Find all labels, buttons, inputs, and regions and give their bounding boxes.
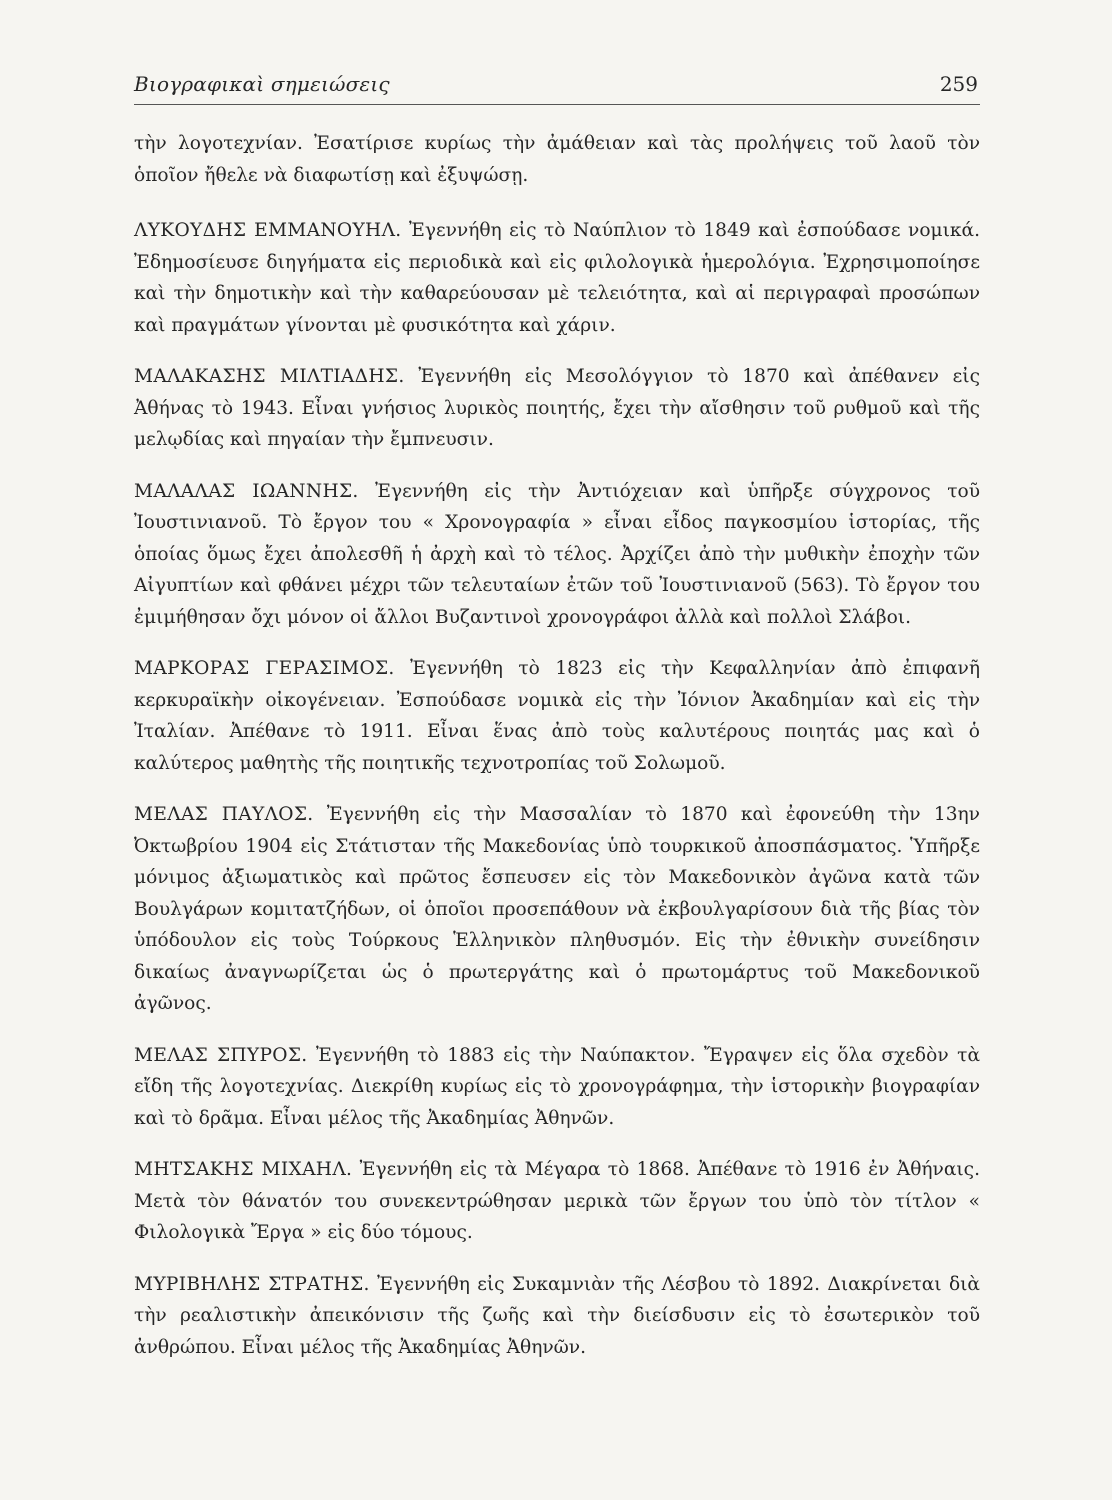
continuation-paragraph: τὴν λογοτεχνίαν. Ἐσατίρισε κυρίως τὴν ἀμάθειαν καὶ τὰς προλήψεις τοῦ λαοῦ τὸν ὁποῖον ἤθελε νὰ διαφωτίσῃ καὶ ἐξυψώσῃ. (134, 133, 980, 186)
entry-text: Ἐγεννήθη εἰς τὴν Ἀντιόχειαν καὶ ὑπῆρξε σύγχρονος τοῦ Ἰουστινιανοῦ. Τὸ ἔργον του « Χρονογραφία » εἶναι εἶδος παγκοσμίου ἱστορίας, τῆς ὁποίας ὅμως ἔχει ἀπολεσθῆ ἡ ἀρχὴ καὶ τὸ τέλος. Ἀρχίζει ἀπὸ τὴν μυθικὴν ἐποχὴν τῶν Αἰγυπτίων καὶ φθάνει μέχρι τῶν τελευταίων ἐτῶν τοῦ Ἰουστινιανοῦ (563). Τὸ ἔργον του ἐμιμήθησαν ὄχι μόνον οἱ ἄλλοι Βυζαντινοὶ χρονογράφοι ἀλλὰ καὶ πολλοὶ Σλάβοι. (134, 480, 980, 628)
running-header (134, 68, 980, 105)
entry-text: Ἐγεννήθη εἰς Μεσολόγγιον τὸ 1870 καὶ ἀπέθανεν εἰς Ἀθήνας τὸ 1943. Εἶναι γνήσιος λυρικὸς ποιητής, ἔχει τὴν αἴσθησιν τοῦ ρυθμοῦ καὶ τῆς μελῳδίας καὶ πηγαίαν τὴν ἔμπνευσιν. (134, 366, 981, 450)
entry-name: ΜΑΛΑΛΑΣ ΙΩΑΝΝΗΣ. (134, 480, 359, 502)
entry-markoras (134, 653, 980, 779)
page-number: 259 (939, 72, 978, 96)
entry-lykoudis (134, 215, 980, 341)
entry-name: ΜΕΛΑΣ ΠΑΥΛΟΣ. (134, 804, 314, 825)
entry-text: Ἐγεννήθη τὸ 1883 εἰς τὴν Ναύπακτον. Ἔγραψεν εἰς ὅλα σχεδὸν τὰ εἴδη τῆς λογοτεχνίας. Διεκρίθη κυρίως εἰς τὸ χρονογράφημα, τὴν ἱστορικὴν βιογραφίαν καὶ τὸ δρᾶμα. Εἶναι μέλος τῆς Ἀκαδημίας Ἀθηνῶν. (134, 1044, 981, 1129)
entry-text: Ἐγεννήθη εἰς τὰ Μέγαρα τὸ 1868. Ἀπέθανε τὸ 1916 ἐν Ἀθήναις. Μετὰ τὸν θάνατόν του συνεκεντρώθησαν μερικὰ τῶν ἔργων του ὑπὸ τὸν τίτλον « Φιλολογικὰ Ἔργα » εἰς δύο τόμους. (134, 1159, 981, 1243)
entry-text: Ἐγεννήθη εἰς τὸ Ναύπλιον τὸ 1849 καὶ ἐσπούδασε νομικά. Ἐδημοσίευσε διηγήματα εἰς περιοδικὰ καὶ εἰς φιλολογικὰ ἡμερολόγια. Ἐχρησιμοποίησε καὶ τὴν δημοτικὴν καὶ τὴν καθαρεύουσαν μὲ τελειότητα, καὶ αἱ περιγραφαὶ προσώπων καὶ πραγμάτων γίνονται μὲ φυσικότητα καὶ χάριν. (134, 220, 980, 336)
entry-name: ΜΥΡΙΒΗΛΗΣ ΣΤΡΑΤΗΣ. (134, 1273, 370, 1295)
entry-melas-spyros (134, 1040, 980, 1135)
entry-name: ΜΕΛΑΣ ΣΠΥΡΟΣ. (134, 1044, 308, 1066)
entry-mitsakis (134, 1154, 980, 1249)
entry-name: ΜΑΡΚΟΡΑΣ ΓΕΡΑΣΙΜΟΣ. (134, 658, 395, 679)
running-title: Βιογραφικαὶ σημειώσεις (134, 72, 390, 96)
entry-name: ΜΑΛΑΚΑΣΗΣ ΜΙΛΤΙΑΔΗΣ. (134, 366, 405, 387)
entry-name: ΛΥΚΟΥΔΗΣ ΕΜΜΑΝΟΥΗΛ. (134, 220, 402, 241)
entry-text: Ἐγεννήθη τὸ 1823 εἰς τὴν Κεφαλληνίαν ἀπὸ ἐπιφανῆ κερκυραϊκὴν οἰκογένειαν. Ἐσπούδασε νομικὰ εἰς τὴν Ἰόνιον Ἀκαδημίαν καὶ εἰς τὴν Ἰταλίαν. Ἀπέθανε τὸ 1911. Εἶναι ἕνας ἀπὸ τοὺς καλυτέρους ποιητάς μας καὶ ὁ καλύτερος μαθητὴς τῆς ποιητικῆς τεχνοτροπίας τοῦ Σολωμοῦ. (134, 658, 980, 774)
entry-melas-pavlos (134, 799, 980, 1020)
entry-malakasis (134, 361, 980, 456)
entry-name: ΜΗΤΣΑΚΗΣ ΜΙΧΑΗΛ. (134, 1159, 353, 1180)
body-text (134, 128, 980, 1383)
entry-myrivilis (134, 1269, 980, 1364)
entry-text: Ἐγεννήθη εἰς Συκαμνιὰν τῆς Λέσβου τὸ 1892. Διακρίνεται διὰ τὴν ρεαλιστικὴν ἀπεικόνισιν τῆς ζωῆς καὶ τὴν διείσδυσιν εἰς τὸ ἐσωτερικὸν τοῦ ἀνθρώπου. Εἶναι μέλος τῆς Ἀκαδημίας Ἀθηνῶν. (134, 1273, 980, 1358)
entry-malalas (134, 476, 980, 634)
entry-text: Ἐγεννήθη εἰς τὴν Μασσαλίαν τὸ 1870 καὶ ἐφονεύθη τὴν 13ην Ὀκτωβρίου 1904 εἰς Στάτισταν τῆς Μακεδονίας ὑπὸ τουρκικοῦ ἀποσπάσματος. Ὑπῆρξε μόνιμος ἀξιωματικὸς καὶ πρῶτος ἔσπευσεν εἰς τὸν Μακεδονικὸν ἀγῶνα κατὰ τῶν Βουλγάρων κομιτατζήδων, οἱ ὁποῖοι προσεπάθουν νὰ ἐκβουλγαρίσουν διὰ τῆς βίας τὸν ὑπόδουλον εἰς τοὺς Τούρκους Ἑλληνικὸν πληθυσμόν. Εἰς τὴν ἐθνικὴν συνείδησιν δικαίως ἀναγνωρίζεται ὡς ὁ πρωτεργάτης καὶ ὁ πρωτομάρτυς τοῦ Μακεδονικοῦ ἀγῶνος. (134, 804, 980, 1014)
